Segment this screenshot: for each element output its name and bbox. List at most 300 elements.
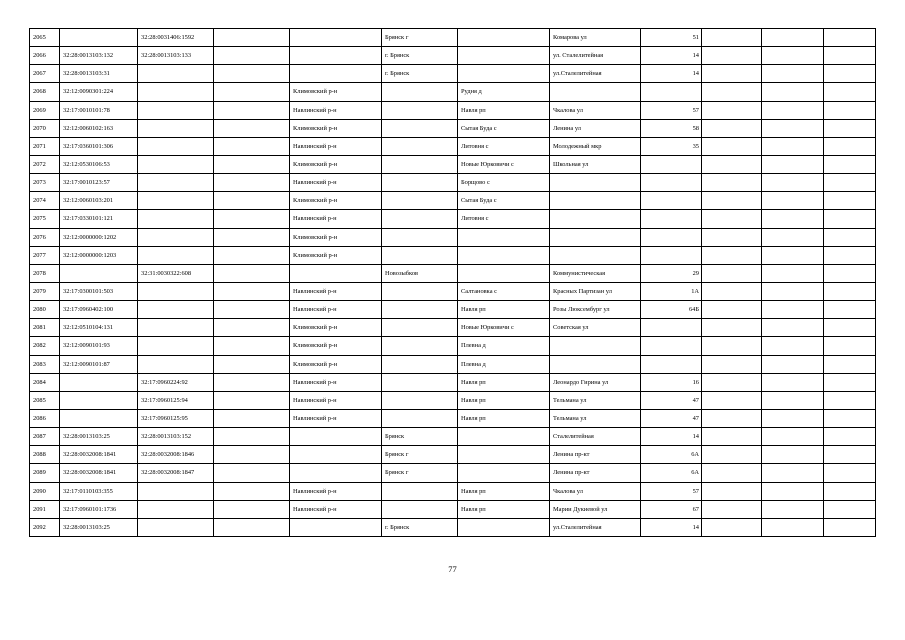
district-cell: Климовский р-н <box>290 337 382 355</box>
settlement-cell: Борщово с <box>458 174 550 192</box>
blank-cell <box>824 192 876 210</box>
blank-cell <box>762 518 824 536</box>
blank-cell <box>762 65 824 83</box>
table-body <box>30 29 876 537</box>
table-row <box>30 319 876 337</box>
row-number-cell: 2089 <box>30 464 60 482</box>
blank-cell <box>702 337 762 355</box>
row-number-cell: 2082 <box>30 337 60 355</box>
extra-number-cell <box>214 391 290 409</box>
blank-cell <box>762 264 824 282</box>
settlement-cell: Навля рп <box>458 301 550 319</box>
blank-cell <box>824 246 876 264</box>
extra-number-cell <box>214 319 290 337</box>
row-number-cell: 2091 <box>30 500 60 518</box>
blank-cell <box>824 409 876 427</box>
extra-number-cell <box>214 155 290 173</box>
table-row <box>30 101 876 119</box>
blank-cell <box>824 391 876 409</box>
city-cell: Брянск г <box>382 464 458 482</box>
street-cell: Комарова ул <box>550 29 641 47</box>
extra-number-cell <box>214 355 290 373</box>
city-cell <box>382 391 458 409</box>
street-cell: Красных Партизан ул <box>550 282 641 300</box>
extra-number-cell <box>214 464 290 482</box>
building-cadastral-number-cell <box>138 482 214 500</box>
settlement-cell <box>458 29 550 47</box>
street-cell <box>550 83 641 101</box>
row-number-cell: 2080 <box>30 301 60 319</box>
cadastral-number-cell: 32:12:0510104:131 <box>60 319 138 337</box>
blank-cell <box>762 210 824 228</box>
house-number-cell: 57 <box>641 482 702 500</box>
blank-cell <box>824 518 876 536</box>
settlement-cell <box>458 47 550 65</box>
house-number-cell: 57 <box>641 101 702 119</box>
blank-cell <box>762 337 824 355</box>
blank-cell <box>702 518 762 536</box>
city-cell <box>382 282 458 300</box>
house-number-cell: 29 <box>641 264 702 282</box>
street-cell: ул.Сталелитейная <box>550 518 641 536</box>
extra-number-cell <box>214 174 290 192</box>
cadastral-number-cell <box>60 391 138 409</box>
row-number-cell: 2077 <box>30 246 60 264</box>
district-cell: Климовский р-н <box>290 155 382 173</box>
building-cadastral-number-cell: 32:28:0013103:133 <box>138 47 214 65</box>
blank-cell <box>824 301 876 319</box>
district-cell: Климовский р-н <box>290 119 382 137</box>
settlement-cell: Навля рп <box>458 101 550 119</box>
row-number-cell: 2072 <box>30 155 60 173</box>
blank-cell <box>824 119 876 137</box>
extra-number-cell <box>214 137 290 155</box>
blank-cell <box>762 137 824 155</box>
district-cell <box>290 264 382 282</box>
street-cell: Розы Люксембург ул <box>550 301 641 319</box>
house-number-cell <box>641 337 702 355</box>
cadastral-number-cell: 32:12:0090101:87 <box>60 355 138 373</box>
cadastral-number-cell <box>60 264 138 282</box>
blank-cell <box>824 174 876 192</box>
street-cell <box>550 210 641 228</box>
row-number-cell: 2069 <box>30 101 60 119</box>
district-cell <box>290 47 382 65</box>
cadastral-number-cell: 32:12:0530106:53 <box>60 155 138 173</box>
table-row <box>30 119 876 137</box>
blank-cell <box>762 301 824 319</box>
blank-cell <box>762 355 824 373</box>
district-cell: Навлинский р-н <box>290 482 382 500</box>
cadastral-number-cell: 32:28:0032008:1841 <box>60 464 138 482</box>
city-cell: Брянск г <box>382 29 458 47</box>
district-cell <box>290 518 382 536</box>
cadastral-number-cell: 32:17:0330101:121 <box>60 210 138 228</box>
district-cell: Навлинский р-н <box>290 373 382 391</box>
city-cell: г. Брянск <box>382 47 458 65</box>
blank-cell <box>702 482 762 500</box>
extra-number-cell <box>214 337 290 355</box>
building-cadastral-number-cell <box>138 137 214 155</box>
building-cadastral-number-cell <box>138 174 214 192</box>
street-cell: ул.Сталелитейная <box>550 65 641 83</box>
settlement-cell: Плевна д <box>458 355 550 373</box>
city-cell <box>382 500 458 518</box>
city-cell: г. Брянск <box>382 518 458 536</box>
settlement-cell <box>458 246 550 264</box>
building-cadastral-number-cell <box>138 228 214 246</box>
blank-cell <box>702 137 762 155</box>
blank-cell <box>824 337 876 355</box>
building-cadastral-number-cell <box>138 337 214 355</box>
blank-cell <box>702 355 762 373</box>
city-cell <box>382 373 458 391</box>
settlement-cell: Навля рп <box>458 391 550 409</box>
table-row <box>30 355 876 373</box>
blank-cell <box>702 264 762 282</box>
blank-cell <box>702 282 762 300</box>
city-cell <box>382 83 458 101</box>
city-cell: Новозыбков <box>382 264 458 282</box>
table-row <box>30 373 876 391</box>
cadastral-number-cell: 32:28:0013103:31 <box>60 65 138 83</box>
table-row <box>30 464 876 482</box>
blank-cell <box>702 391 762 409</box>
settlement-cell: Салтановка с <box>458 282 550 300</box>
extra-number-cell <box>214 83 290 101</box>
street-cell: Ленина пр-кт <box>550 464 641 482</box>
blank-cell <box>762 464 824 482</box>
street-cell: Чкалова ул <box>550 482 641 500</box>
cadastral-number-cell: 32:17:0010101:78 <box>60 101 138 119</box>
settlement-cell: Рудня д <box>458 83 550 101</box>
building-cadastral-number-cell <box>138 192 214 210</box>
cadastral-number-cell: 32:17:0010123:57 <box>60 174 138 192</box>
blank-cell <box>824 464 876 482</box>
cadastral-number-cell: 32:28:0013103:132 <box>60 47 138 65</box>
house-number-cell: 6А <box>641 464 702 482</box>
city-cell <box>382 482 458 500</box>
table-row <box>30 246 876 264</box>
cadastral-number-cell: 32:17:0960101:1736 <box>60 500 138 518</box>
table-row <box>30 391 876 409</box>
table-row <box>30 210 876 228</box>
city-cell <box>382 246 458 264</box>
building-cadastral-number-cell <box>138 155 214 173</box>
blank-cell <box>824 210 876 228</box>
blank-cell <box>702 210 762 228</box>
row-number-cell: 2078 <box>30 264 60 282</box>
table-row <box>30 301 876 319</box>
blank-cell <box>702 301 762 319</box>
district-cell <box>290 446 382 464</box>
blank-cell <box>762 282 824 300</box>
settlement-cell: Литовня с <box>458 137 550 155</box>
row-number-cell: 2079 <box>30 282 60 300</box>
settlement-cell: Сытая Буда с <box>458 119 550 137</box>
street-cell: Коммунистическая <box>550 264 641 282</box>
blank-cell <box>824 155 876 173</box>
city-cell <box>382 337 458 355</box>
city-cell <box>382 174 458 192</box>
extra-number-cell <box>214 119 290 137</box>
house-number-cell: 64Б <box>641 301 702 319</box>
city-cell <box>382 137 458 155</box>
extra-number-cell <box>214 101 290 119</box>
table-row <box>30 47 876 65</box>
blank-cell <box>702 101 762 119</box>
page-number: 77 <box>448 564 457 574</box>
house-number-cell <box>641 210 702 228</box>
blank-cell <box>824 373 876 391</box>
house-number-cell: 51 <box>641 29 702 47</box>
district-cell: Климовский р-н <box>290 83 382 101</box>
row-number-cell: 2083 <box>30 355 60 373</box>
city-cell <box>382 409 458 427</box>
settlement-cell <box>458 518 550 536</box>
city-cell <box>382 101 458 119</box>
blank-cell <box>702 155 762 173</box>
blank-cell <box>702 228 762 246</box>
cadastral-number-cell: 32:28:0032008:1841 <box>60 446 138 464</box>
house-number-cell: 1А <box>641 282 702 300</box>
row-number-cell: 2076 <box>30 228 60 246</box>
blank-cell <box>762 29 824 47</box>
building-cadastral-number-cell <box>138 319 214 337</box>
house-number-cell: 47 <box>641 409 702 427</box>
blank-cell <box>762 155 824 173</box>
building-cadastral-number-cell <box>138 101 214 119</box>
blank-cell <box>702 47 762 65</box>
settlement-cell <box>458 65 550 83</box>
table-row <box>30 428 876 446</box>
blank-cell <box>824 101 876 119</box>
city-cell: Брянск <box>382 428 458 446</box>
cadastral-number-cell: 32:12:0060102:163 <box>60 119 138 137</box>
row-number-cell: 2070 <box>30 119 60 137</box>
blank-cell <box>762 192 824 210</box>
city-cell <box>382 301 458 319</box>
house-number-cell: 14 <box>641 518 702 536</box>
row-number-cell: 2085 <box>30 391 60 409</box>
blank-cell <box>702 464 762 482</box>
blank-cell <box>824 500 876 518</box>
row-number-cell: 2067 <box>30 65 60 83</box>
settlement-cell <box>458 264 550 282</box>
street-cell: Советская ул <box>550 319 641 337</box>
city-cell <box>382 155 458 173</box>
settlement-cell: Навля рп <box>458 482 550 500</box>
row-number-cell: 2065 <box>30 29 60 47</box>
extra-number-cell <box>214 228 290 246</box>
district-cell <box>290 428 382 446</box>
table-row <box>30 264 876 282</box>
row-number-cell: 2086 <box>30 409 60 427</box>
district-cell: Климовский р-н <box>290 319 382 337</box>
table-row <box>30 65 876 83</box>
building-cadastral-number-cell <box>138 246 214 264</box>
blank-cell <box>702 246 762 264</box>
cadastral-number-cell: 32:17:0110103:355 <box>60 482 138 500</box>
building-cadastral-number-cell <box>138 119 214 137</box>
settlement-cell: Навля рп <box>458 373 550 391</box>
table-row <box>30 282 876 300</box>
house-number-cell <box>641 155 702 173</box>
blank-cell <box>702 119 762 137</box>
building-cadastral-number-cell: 32:17:0960125:94 <box>138 391 214 409</box>
blank-cell <box>824 282 876 300</box>
extra-number-cell <box>214 246 290 264</box>
district-cell: Навлинский р-н <box>290 282 382 300</box>
house-number-cell <box>641 355 702 373</box>
district-cell: Навлинский р-н <box>290 391 382 409</box>
blank-cell <box>762 228 824 246</box>
house-number-cell: 58 <box>641 119 702 137</box>
table-row <box>30 500 876 518</box>
extra-number-cell <box>214 482 290 500</box>
blank-cell <box>702 65 762 83</box>
blank-cell <box>702 373 762 391</box>
street-cell <box>550 174 641 192</box>
street-cell <box>550 337 641 355</box>
row-number-cell: 2068 <box>30 83 60 101</box>
cadastral-number-cell: 32:12:0090101:93 <box>60 337 138 355</box>
street-cell: Марии Дукиевой ул <box>550 500 641 518</box>
extra-number-cell <box>214 301 290 319</box>
blank-cell <box>824 482 876 500</box>
blank-cell <box>762 428 824 446</box>
street-cell: Сталелитейная <box>550 428 641 446</box>
blank-cell <box>702 192 762 210</box>
cadastral-number-cell: 32:12:0000000:1203 <box>60 246 138 264</box>
row-number-cell: 2087 <box>30 428 60 446</box>
settlement-cell <box>458 428 550 446</box>
street-cell: Тельмана ул <box>550 409 641 427</box>
district-cell: Навлинский р-н <box>290 174 382 192</box>
blank-cell <box>824 137 876 155</box>
street-cell: Ленина пр-кт <box>550 446 641 464</box>
cadastral-number-cell: 32:28:0013103:25 <box>60 518 138 536</box>
blank-cell <box>762 101 824 119</box>
blank-cell <box>702 83 762 101</box>
city-cell <box>382 192 458 210</box>
district-cell: Климовский р-н <box>290 228 382 246</box>
house-number-cell <box>641 174 702 192</box>
table-row <box>30 29 876 47</box>
street-cell: Тельмана ул <box>550 391 641 409</box>
district-cell: Навлинский р-н <box>290 500 382 518</box>
extra-number-cell <box>214 282 290 300</box>
row-number-cell: 2073 <box>30 174 60 192</box>
house-number-cell <box>641 83 702 101</box>
table-row <box>30 482 876 500</box>
cadastral-number-cell <box>60 409 138 427</box>
city-cell <box>382 228 458 246</box>
cadastral-number-cell: 32:12:0000000:1202 <box>60 228 138 246</box>
district-cell: Климовский р-н <box>290 192 382 210</box>
blank-cell <box>702 174 762 192</box>
district-cell: Навлинский р-н <box>290 301 382 319</box>
row-number-cell: 2071 <box>30 137 60 155</box>
cadastral-number-cell: 32:17:0960402:100 <box>60 301 138 319</box>
blank-cell <box>762 47 824 65</box>
cadastral-number-cell: 32:17:0360101:306 <box>60 137 138 155</box>
house-number-cell: 14 <box>641 428 702 446</box>
cadastral-number-cell: 32:12:0090301:224 <box>60 83 138 101</box>
district-cell: Климовский р-н <box>290 246 382 264</box>
blank-cell <box>824 29 876 47</box>
street-cell: Молодежный мкр <box>550 137 641 155</box>
table-row <box>30 518 876 536</box>
blank-cell <box>762 83 824 101</box>
blank-cell <box>824 355 876 373</box>
street-cell <box>550 228 641 246</box>
blank-cell <box>762 373 824 391</box>
cadastral-number-cell: 32:28:0013103:25 <box>60 428 138 446</box>
extra-number-cell <box>214 409 290 427</box>
settlement-cell: Сытая Буда с <box>458 192 550 210</box>
district-cell <box>290 65 382 83</box>
blank-cell <box>702 500 762 518</box>
district-cell: Навлинский р-н <box>290 137 382 155</box>
house-number-cell: 14 <box>641 47 702 65</box>
blank-cell <box>824 428 876 446</box>
blank-cell <box>762 319 824 337</box>
building-cadastral-number-cell <box>138 518 214 536</box>
table-row <box>30 83 876 101</box>
street-cell <box>550 355 641 373</box>
blank-cell <box>824 228 876 246</box>
settlement-cell <box>458 228 550 246</box>
building-cadastral-number-cell <box>138 355 214 373</box>
table-row <box>30 192 876 210</box>
blank-cell <box>762 174 824 192</box>
building-cadastral-number-cell <box>138 65 214 83</box>
table-row <box>30 337 876 355</box>
settlement-cell: Литовня с <box>458 210 550 228</box>
extra-number-cell <box>214 47 290 65</box>
settlement-cell: Навля рп <box>458 409 550 427</box>
blank-cell <box>702 29 762 47</box>
building-cadastral-number-cell: 32:17:0960125:95 <box>138 409 214 427</box>
house-number-cell: 67 <box>641 500 702 518</box>
building-cadastral-number-cell <box>138 83 214 101</box>
building-cadastral-number-cell <box>138 282 214 300</box>
building-cadastral-number-cell: 32:28:0032008:1847 <box>138 464 214 482</box>
table-row <box>30 446 876 464</box>
row-number-cell: 2084 <box>30 373 60 391</box>
building-cadastral-number-cell: 32:28:0031406:1592 <box>138 29 214 47</box>
table-row <box>30 409 876 427</box>
city-cell: Брянск г <box>382 446 458 464</box>
row-number-cell: 2090 <box>30 482 60 500</box>
district-cell: Навлинский р-н <box>290 409 382 427</box>
city-cell: г. Брянск <box>382 65 458 83</box>
house-number-cell <box>641 246 702 264</box>
street-cell: ул. Сталелитейная <box>550 47 641 65</box>
blank-cell <box>824 47 876 65</box>
building-cadastral-number-cell <box>138 301 214 319</box>
street-cell: Школьная ул <box>550 155 641 173</box>
cadastral-number-cell: 32:17:0300101:503 <box>60 282 138 300</box>
extra-number-cell <box>214 446 290 464</box>
extra-number-cell <box>214 264 290 282</box>
blank-cell <box>762 391 824 409</box>
row-number-cell: 2092 <box>30 518 60 536</box>
city-cell <box>382 319 458 337</box>
blank-cell <box>824 319 876 337</box>
settlement-cell: Плевна д <box>458 337 550 355</box>
